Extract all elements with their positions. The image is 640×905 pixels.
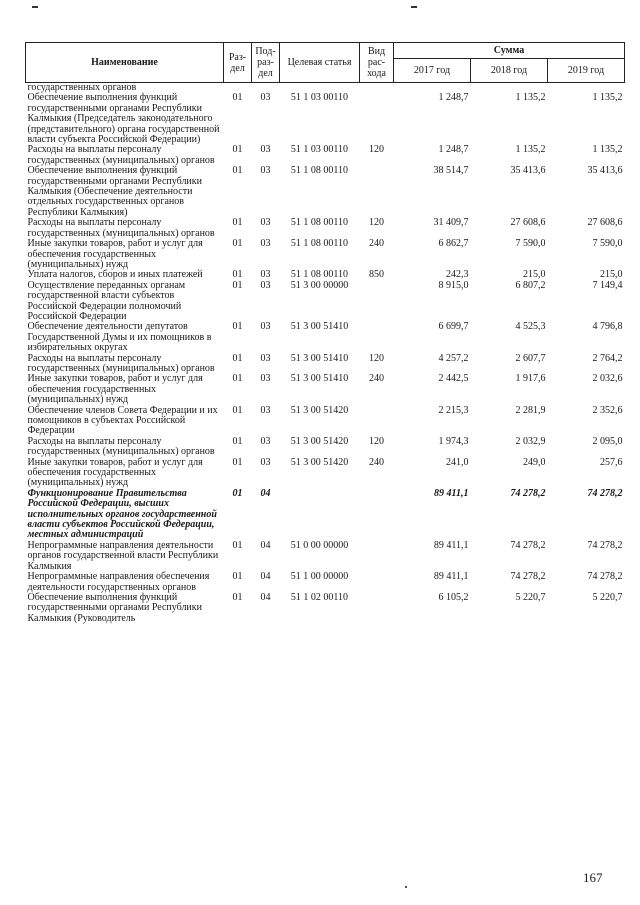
row-vid: [360, 322, 394, 353]
row-tselevaya: 51 1 08 00110: [290, 217, 349, 229]
row-podrazdel: 03: [260, 321, 271, 333]
row-tselevaya: 51 3 00 51410: [290, 321, 349, 333]
row-2017: 89 411,1: [434, 487, 469, 499]
row-name: Расходы на выплаты персоналу государственных (муниципальных) органов: [27, 352, 215, 374]
row-2019: 1 135,2: [592, 144, 623, 156]
row-vid: 120: [369, 144, 384, 156]
row-name: Расходы на выплаты персоналу государственных (муниципальных) органов: [27, 144, 215, 166]
row-vid: 120: [369, 435, 384, 447]
row-razdel: 01: [232, 404, 243, 416]
row-name: Иные закупки товаров, работ и услуг для обеспечения государственных (муниципальных) нужд: [27, 238, 203, 270]
row-podrazdel: 03: [260, 352, 271, 364]
row-2018: 5 220,7: [515, 591, 546, 603]
row-2019: 215,0: [600, 269, 623, 281]
row-2018: 4 525,3: [515, 321, 546, 333]
row-2017: 4 257,2: [438, 352, 469, 364]
row-2019: 5 220,7: [592, 591, 623, 603]
row-vid: [360, 593, 394, 624]
row-name: Обеспечение членов Совета Федерации и их помощников в субъектах Российской Федерации: [27, 404, 218, 437]
row-2017: 6 862,7: [438, 238, 469, 250]
row-2017: 6 699,7: [438, 321, 469, 333]
table-row: [26, 541, 625, 572]
table-row-section: [26, 489, 625, 541]
row-2019: 74 278,2: [587, 539, 623, 551]
row-name: Непрограммные направления обеспечения деятельности государственных органов: [27, 571, 210, 593]
header-name: Наименование: [26, 43, 224, 83]
row-2017: 2 442,5: [438, 373, 469, 385]
header-year-2019: 2019 год: [548, 59, 625, 83]
row-podrazdel: 03: [260, 373, 271, 385]
row-podrazdel: 03: [260, 269, 271, 281]
row-2019: 257,6: [600, 456, 623, 468]
table-row: [26, 354, 625, 375]
row-2018: 74 278,2: [510, 539, 546, 551]
row-podrazdel: 03: [260, 435, 271, 447]
scan-mark-right: [411, 6, 417, 8]
row-podrazdel: 03: [260, 456, 271, 468]
row-razdel: 01: [232, 487, 243, 499]
table-row: [26, 93, 625, 145]
scan-mark-left: [32, 6, 38, 8]
row-vid: 240: [369, 373, 384, 385]
row-2018: 2 607,7: [515, 352, 546, 364]
row-vid: [360, 541, 394, 572]
row-razdel: 01: [232, 269, 243, 281]
row-podrazdel: 04: [260, 571, 271, 583]
table-row: [26, 281, 625, 323]
row-2017: 8 915,0: [438, 279, 469, 291]
row-2019: 27 608,6: [587, 217, 623, 229]
row-2017: 1 248,7: [438, 144, 469, 156]
row-name: Обеспечение выполнения функций государственными органами Республики Калмыкия (Председатель законодательного (представительного) органа государственной власти субъекта Российской Федерации): [27, 92, 220, 146]
row-name: Обеспечение деятельности депутатов Государственной Думы и их помощников в избирательных округах: [27, 321, 212, 354]
table-row: [26, 322, 625, 353]
row-2019: 2 032,6: [592, 373, 623, 385]
row-2019: 35 413,6: [587, 165, 623, 177]
row-razdel: 01: [232, 165, 243, 177]
row-razdel: 01: [232, 571, 243, 583]
row-razdel: 01: [232, 92, 243, 104]
row-podrazdel: 03: [260, 144, 271, 156]
row-2019: 1 135,2: [592, 92, 623, 104]
row-vid: [360, 489, 394, 541]
row-name: Иные закупки товаров, работ и услуг для обеспечения государственных (муниципальных) нужд: [27, 456, 203, 489]
row-2017: 242,3: [446, 269, 469, 281]
row-2018: 1 135,2: [515, 92, 546, 104]
row-name: Осуществление переданных органам государственной власти субъектов Российской Федерации полномочий Российской Федерации: [27, 279, 186, 322]
row-2017: 1 974,3: [438, 435, 469, 447]
row-2018: 1 135,2: [515, 144, 546, 156]
row-name: Иные закупки товаров, работ и услуг для обеспечения государственных (муниципальных) нужд: [27, 373, 203, 406]
row-2017: 241,0: [446, 456, 469, 468]
table-row: [26, 458, 625, 489]
row-2018: 215,0: [523, 269, 546, 281]
table-row: [26, 218, 625, 239]
row-razdel: 01: [232, 591, 243, 603]
table-row: [26, 572, 625, 593]
header-summa: Сумма: [394, 43, 625, 59]
row-razdel: 01: [232, 539, 243, 551]
row-vid: [360, 93, 394, 145]
row-tselevaya: 51 0 00 00000: [290, 539, 349, 551]
row-2017: 89 411,1: [433, 571, 469, 583]
row-name: Обеспечение выполнения функций государственными органами Республики Калмыкия (Обеспечение деятельности отдельных государственных органов Республики Калмыкия): [27, 165, 202, 218]
row-vid: 120: [369, 352, 384, 364]
scan-dot: [405, 886, 407, 888]
row-2017: 89 411,1: [433, 539, 469, 551]
row-vid: [360, 166, 394, 218]
row-razdel: 01: [232, 321, 243, 333]
row-2019: 2 352,6: [592, 404, 623, 416]
row-tselevaya: 51 3 00 51420: [290, 456, 349, 468]
row-razdel: 01: [232, 279, 243, 291]
row-name: Расходы на выплаты персоналу государственных (муниципальных) органов: [27, 435, 215, 458]
row-name: Непрограммные направления деятельности органов государственной власти Республики Калмыкия: [27, 539, 219, 572]
budget-table: [25, 42, 625, 624]
table-row: [26, 437, 625, 458]
row-tselevaya: 51 1 08 00110: [290, 269, 349, 281]
row-2018: 249,0: [523, 456, 546, 468]
row-2018: 74 278,2: [510, 487, 546, 499]
row-2018: 1 917,6: [515, 373, 546, 385]
table-row: [26, 374, 625, 405]
row-podrazdel: 03: [260, 279, 271, 291]
row-podrazdel: 03: [260, 165, 271, 177]
row-vid: [360, 83, 394, 94]
row-razdel: 01: [232, 238, 243, 250]
row-razdel: 01: [232, 352, 243, 364]
row-name: Расходы на выплаты персоналу государственных (муниципальных) органов: [27, 217, 215, 239]
row-2018: 27 608,6: [510, 217, 546, 229]
row-2019: 74 278,2: [587, 571, 623, 583]
row-name: государственных органов: [27, 82, 137, 93]
row-tselevaya: 51 1 08 00110: [290, 238, 349, 250]
row-tselevaya: 51 3 00 51410: [290, 352, 349, 364]
row-razdel: 01: [232, 456, 243, 468]
table-row: [26, 145, 625, 166]
row-2019: 7 149,4: [592, 279, 623, 291]
row-podrazdel: 03: [260, 92, 271, 104]
row-tselevaya: 51 3 00 51420: [290, 404, 349, 416]
row-vid: 240: [369, 238, 384, 250]
row-razdel: 01: [232, 144, 243, 156]
row-2018: 7 590,0: [515, 238, 546, 250]
header-vid: Вид рас-хода: [360, 43, 394, 83]
row-podrazdel: 03: [260, 238, 271, 250]
row-podrazdel: 04: [260, 591, 271, 603]
header-year-2018: 2018 год: [471, 59, 548, 83]
row-razdel: 01: [232, 373, 243, 385]
row-2018: 2 032,9: [515, 435, 546, 447]
row-2019: 2 764,2: [592, 352, 623, 364]
row-podrazdel: 03: [260, 404, 271, 416]
row-2017: 6 105,2: [438, 591, 469, 603]
row-tselevaya: 51 1 02 00110: [290, 591, 349, 603]
table-row: [26, 166, 625, 218]
row-2018: 74 278,2: [510, 571, 546, 583]
row-vid: [360, 572, 394, 593]
row-tselevaya: 51 1 03 00110: [290, 144, 349, 156]
row-podrazdel: 04: [260, 539, 271, 551]
row-vid: 120: [369, 217, 384, 229]
row-podrazdel: 04: [260, 487, 271, 499]
row-vid: 850: [369, 269, 384, 281]
row-name: Уплата налогов, сборов и иных платежей: [27, 269, 203, 281]
row-razdel: 01: [232, 435, 243, 447]
row-2019: 74 278,2: [587, 487, 623, 499]
row-tselevaya: 51 3 00 51410: [290, 373, 349, 385]
row-2018: 2 281,9: [515, 404, 546, 416]
row-2019: 4 796,8: [592, 321, 623, 333]
row-2017: 38 514,7: [433, 165, 469, 177]
row-tselevaya: 51 3 00 00000: [290, 279, 349, 291]
page-number: 167: [583, 870, 603, 885]
row-tselevaya: [280, 489, 360, 541]
row-razdel: 01: [232, 217, 243, 229]
header-year-2017: 2017 год: [394, 59, 471, 83]
row-vid: [360, 406, 394, 437]
row-2018: 35 413,6: [510, 165, 546, 177]
row-tselevaya: 51 1 03 00110: [290, 92, 349, 104]
row-tselevaya: 51 1 00 00000: [290, 571, 349, 583]
row-2017: 2 215,3: [438, 404, 469, 416]
row-tselevaya: 51 1 08 00110: [290, 165, 349, 177]
table-row: [26, 239, 625, 270]
row-2018: 6 807,2: [515, 279, 546, 291]
row-vid: 240: [369, 456, 384, 468]
row-name: Обеспечение выполнения функций государственными органами Республики Калмыкия (Руководитель: [27, 591, 202, 624]
row-2019: 7 590,0: [592, 238, 623, 250]
row-name: Функционирование Правительства Российской Федерации, высших исполнительных органов государственной власти субъектов Российской Федерации, местных администраций: [27, 487, 217, 541]
header-razdel: Раз-дел: [224, 43, 252, 83]
row-2017: 31 409,7: [433, 217, 469, 229]
header-podrazdel: Под-раз-дел: [252, 43, 280, 83]
row-podrazdel: 03: [260, 217, 271, 229]
header-tselevaya: Целевая статья: [280, 43, 360, 83]
row-vid: [360, 281, 394, 323]
row-2019: 2 095,0: [592, 435, 623, 447]
row-2017: 1 248,7: [438, 92, 469, 104]
table-row: [26, 406, 625, 437]
row-tselevaya: 51 3 00 51420: [290, 435, 349, 447]
table-row: [26, 593, 625, 624]
